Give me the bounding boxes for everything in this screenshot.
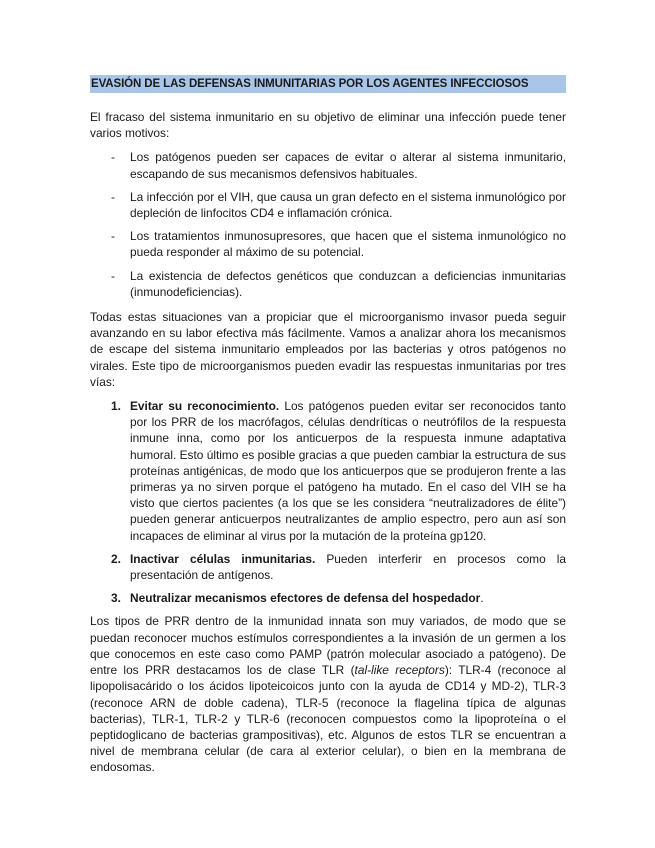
bullet-item	[90, 189, 566, 221]
numbered-list	[90, 398, 566, 606]
item-number: 3.	[111, 591, 121, 606]
numbered-item	[90, 551, 566, 583]
bullet-text: Los patógenos pueden ser capaces de evitar o alterar al sistema inmunitario, escapando de sus mecanismos defensivos habituales.	[130, 150, 566, 181]
item-text: Los patógenos pueden evitar ser reconocidos tanto por los PRR de los macrófagos, células dendríticas o neutrófilos de la respuesta inmune inna, como por los anticuerpos de la respuesta inmune adaptativa humoral. Esto último es posible gracias a que pueden cambiar la estructura de sus proteínas antigénicas, de modo que los anticuerpos que se produjeron frente a las primeras ya no sirven porque el patógeno ha mutado. En el caso del VIH se ha visto que ciertos pacientes (a los que se les considera “neutralizadores de élite”) pueden generar anticuerpos neutralizantes de amplio espectro, pero aun así son incapaces de eliminar al virus por la mutación de la proteína gp120.	[130, 399, 566, 543]
item-text: Pueden interferir en procesos como la presentación de antígenos.	[130, 551, 567, 583]
intro-paragraph: El fracaso del sistema inmunitario en su objetivo de eliminar una infección puede tener varios motivos:	[90, 110, 566, 141]
situations-paragraph: Todas estas situaciones van a propiciar que el microorganismo invasor pueda seguir avanzando en su labor efectiva más fácilmente. Vamos a analizar ahora los mecanismos de escape del sistema inmunitario empleados por las bacterias y otros patógenos no virales. Este tipo de microorganismos pueden evadir las respuestas inmunitarias por tres vías:	[90, 310, 566, 389]
bullet-marker: -	[111, 150, 115, 165]
prr-paragraph	[90, 613, 566, 775]
bullet-item	[90, 149, 566, 181]
numbered-item	[90, 398, 566, 544]
item-title: Neutralizar mecanismos efectores de defensa del hospedador	[130, 591, 481, 606]
item-number: 2.	[111, 551, 121, 566]
bullet-list	[90, 149, 566, 300]
document-body	[90, 75, 566, 784]
bullet-text: La infección por el VIH, que causa un gran defecto en el sistema inmunológico por depleción de linfocitos CD4 e inflamación crónica.	[130, 189, 566, 221]
bullet-marker: -	[111, 268, 115, 283]
bullet-marker: -	[111, 189, 115, 204]
numbered-item	[90, 590, 566, 606]
prr-text-before: Los tipos de PRR dentro de la inmunidad innata son muy variados, de modo que se puedan reconocer muchos estímulos correspondientes a la invasión de un germen a los que conocemos en este caso como PAMP (patrón molecular asociado a patógeno). De entre los PRR destacamos los de clase TLR (	[90, 614, 566, 678]
section-heading: EVASIÓN DE LAS DEFENSAS INMUNITARIAS POR LOS AGENTES INFECCIOSOS	[90, 75, 566, 93]
item-text: .	[480, 591, 484, 606]
prr-text-italic: tal-like receptors	[354, 663, 445, 678]
bullet-marker: -	[111, 229, 115, 244]
bullet-item	[90, 268, 566, 300]
bullet-text: Los tratamientos inmunosupresores, que hacen que el sistema inmunológico no pueda responder al máximo de su potencial.	[130, 229, 566, 260]
bullet-text: La existencia de defectos genéticos que conduzcan a deficiencias inmunitarias (inmunodeficiencias).	[130, 268, 566, 299]
bullet-item	[90, 228, 566, 260]
item-title: Inactivar células inmunitarias.	[130, 551, 316, 566]
item-title: Evitar su reconocimiento.	[130, 399, 280, 414]
prr-text-after: ): TLR-4 (reconoce al lipopolisacárido o los ácidos lipoteicoicos junto con la ayuda de CD14 y MD-2), TLR-3 (reconoce ARN de doble cadena), TLR-5 (reconoce la flagelina típica de algunas bacterias), TLR-1, TLR-2 y TLR-6 (reconocen compuestos como la lipoproteína o el peptidoglicano de bacterias grampositivas), etc. Algunos de estos TLR se encuentran a nivel de membrana celular (de cara al exterior celular), o bien en la membrana de endosomas.	[90, 663, 567, 775]
item-number: 1.	[111, 399, 121, 414]
